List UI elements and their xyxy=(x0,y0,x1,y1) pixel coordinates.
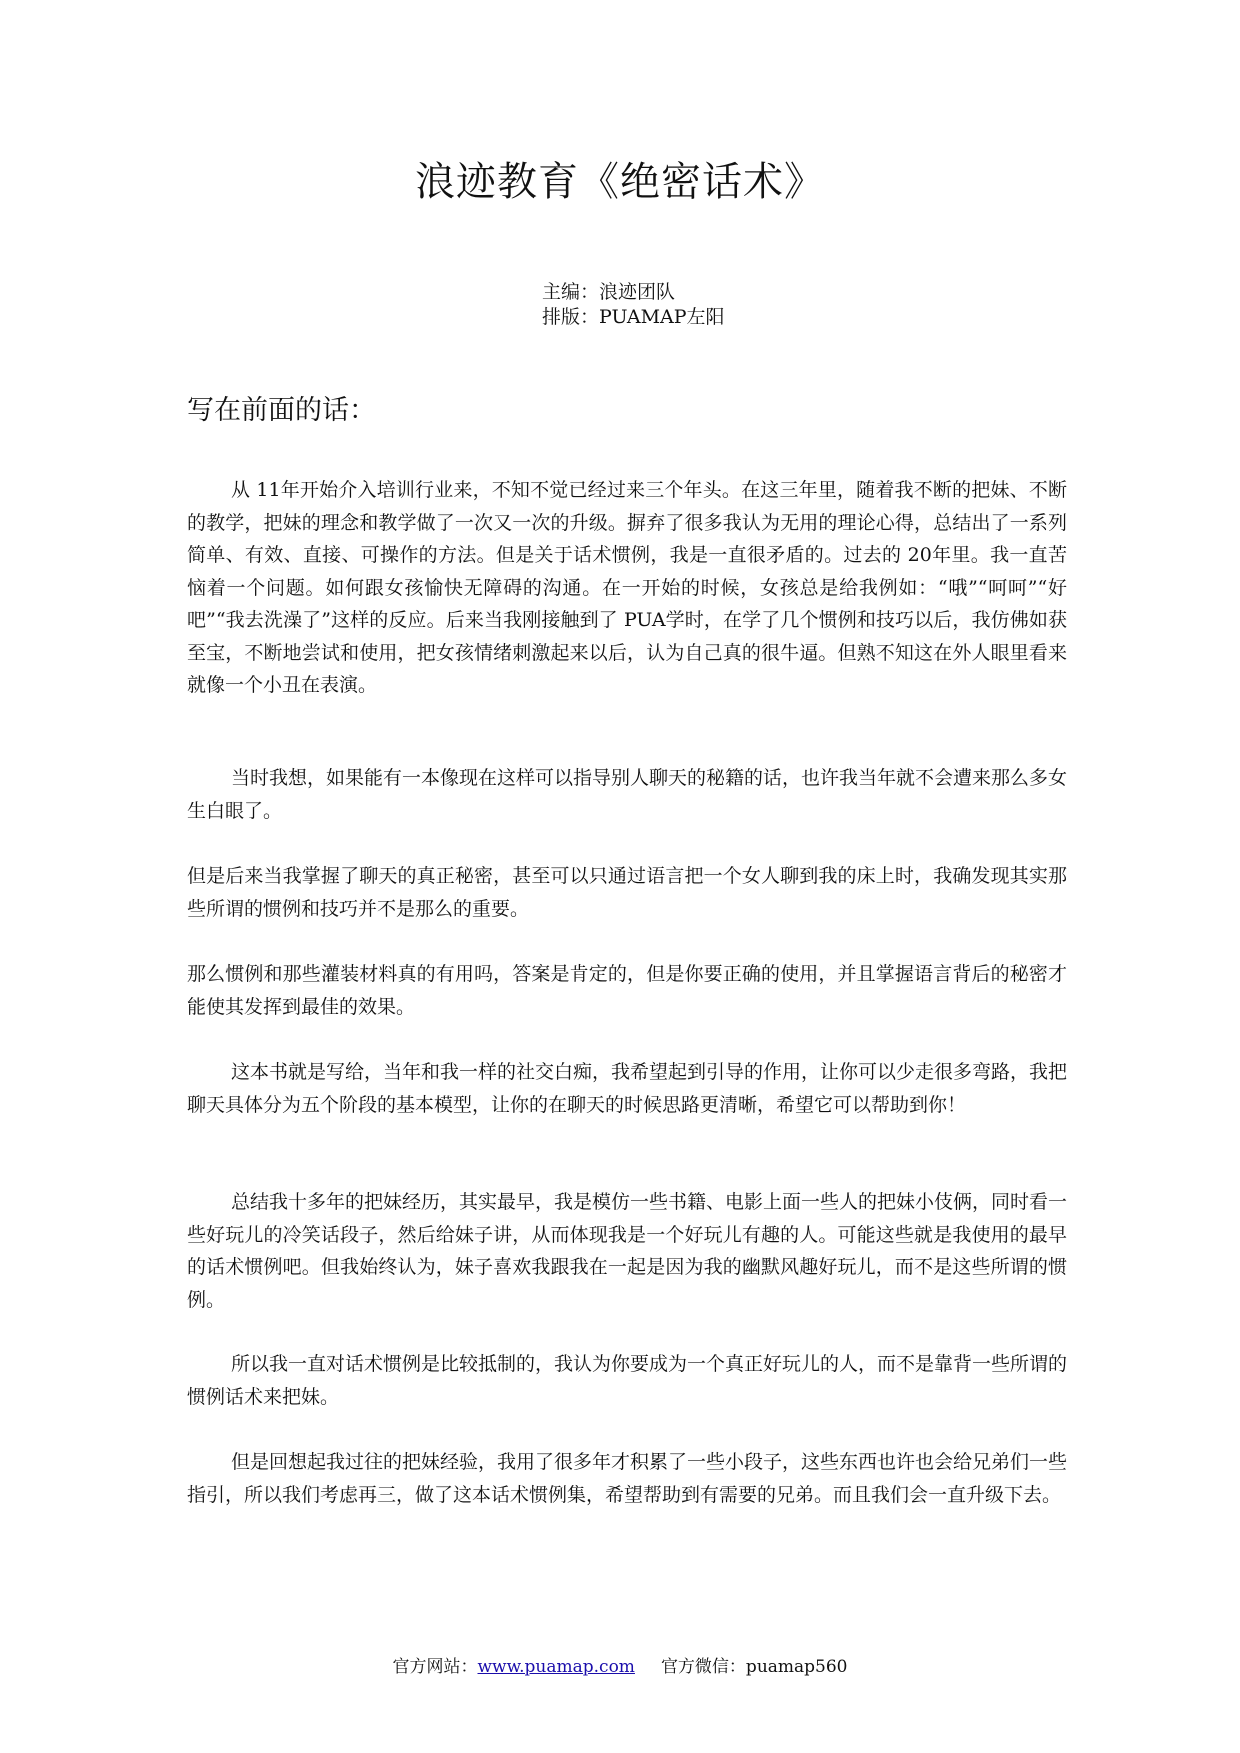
paragraph-7: 所以我一直对话术惯例是比较抵制的，我认为你要成为一个真正好玩儿的人，而不是靠背一些所谓的惯例话术来把妹。 xyxy=(187,1353,1068,1408)
paragraph-2: 当时我想，如果能有一本像现在这样可以指导别人聊天的秘籍的话，也许我当年就不会遭来那么多女生白眼了。 xyxy=(187,767,1068,822)
section-heading: 写在前面的话： xyxy=(187,395,376,426)
footer xyxy=(0,1652,1240,1677)
footer-wechat: 官方微信：puamap560 xyxy=(660,1657,848,1677)
layout-credit: 排版：PUAMAP左阳 xyxy=(542,306,725,328)
paragraph-1: 从 11年开始介入培训行业来，不知不觉已经过来三个年头。在这三年里，随着我不断的把妹、不断的教学，把妹的理念和教学做了一次又一次的升级。摒弃了很多我认为无用的理论心得，总结出了一系列简单、有效、直接、可操作的方法。但是关于话术惯例，我是一直很矛盾的。过去的 20年里。我一直苦恼着一个问题。如何跟女孩愉快无障碍的沟通。在一开始的时候，女孩总是给我例如：“哦”“呵呵”“好吧”“我去洗澡了”这样的反应。后来当我刚接触到了 PUA学时，在学了几个惯例和技巧以后，我仿佛如获至宝，不断地尝试和使用，把女孩情绪刺激起来以后，认为自己真的很牛逼。但熟不知这在外人眼里看来就像一个小丑在表演。 xyxy=(187,479,1067,696)
paragraph-3: 但是后来当我掌握了聊天的真正秘密，甚至可以只通过语言把一个女人聊到我的床上时，我确发现其实那些所谓的惯例和技巧并不是那么的重要。 xyxy=(187,865,1067,920)
paragraph-8: 但是回想起我过往的把妹经验，我用了很多年才积累了一些小段子，这些东西也许也会给兄弟们一些指引，所以我们考虑再三，做了这本话术惯例集，希望帮助到有需要的兄弟。而且我们会一直升级下去。 xyxy=(187,1451,1068,1506)
editor-credit: 主编：浪迹团队 xyxy=(542,281,676,303)
paragraph-5: 这本书就是写给，当年和我一样的社交白痴，我希望起到引导的作用，让你可以少走很多弯路，我把聊天具体分为五个阶段的基本模型，让你的在聊天的时候思路更清晰，希望它可以帮助到你！ xyxy=(187,1061,1068,1116)
paragraph-4: 那么惯例和那些灌装材料真的有用吗，答案是肯定的，但是你要正确的使用，并且掌握语言背后的秘密才能使其发挥到最佳的效果。 xyxy=(187,963,1067,1018)
credits-block xyxy=(542,280,725,330)
page-title: 浪迹教育《绝密话术》 xyxy=(415,159,825,205)
footer-site-label: 官方网站： xyxy=(392,1657,478,1677)
paragraph-6: 总结我十多年的把妹经历，其实最早，我是模仿一些书籍、电影上面一些人的把妹小伎俩，同时看一些好玩儿的冷笑话段子，然后给妹子讲，从而体现我是一个好玩儿有趣的人。可能这些就是我使用的最早的话术惯例吧。但我始终认为，妹子喜欢我跟我在一起是因为我的幽默风趣好玩儿，而不是这些所谓的惯例。 xyxy=(187,1191,1068,1311)
footer-site-link[interactable]: www.puamap.com xyxy=(477,1657,635,1677)
